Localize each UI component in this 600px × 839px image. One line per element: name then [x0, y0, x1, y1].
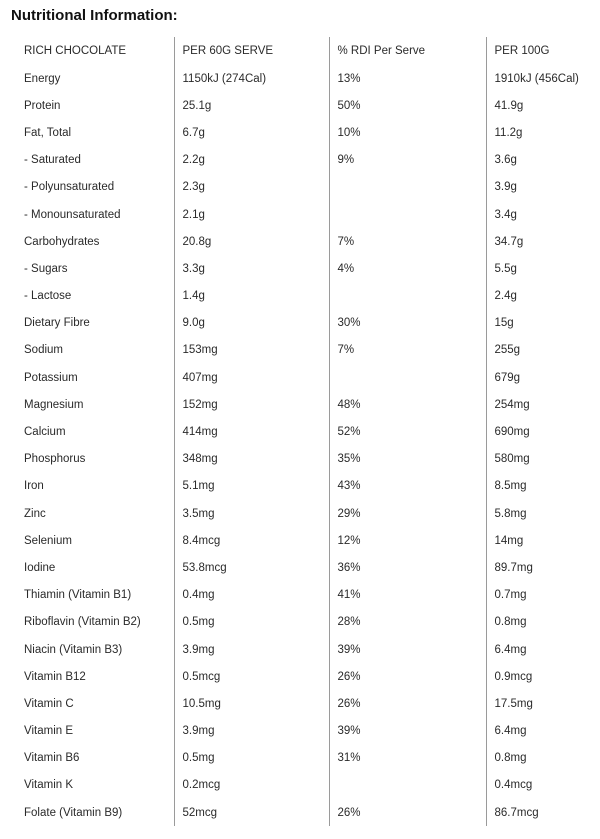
rdi-cell: 36% — [329, 554, 486, 581]
per-serve-cell: 407mg — [174, 364, 329, 391]
nutrient-name-cell: Folate (Vitamin B9) — [24, 806, 123, 819]
nutrient-name-cell: Vitamin B12 — [24, 670, 86, 683]
nutrient-name-cell: Selenium — [24, 534, 72, 547]
per-serve-cell: 3.9mg — [174, 636, 329, 663]
per-100g-cell: 3.9g — [486, 174, 590, 201]
nutrient-name-cell: Vitamin B6 — [24, 752, 80, 765]
table-row — [16, 446, 590, 473]
table-row — [16, 65, 590, 92]
rdi-cell: 7% — [329, 228, 486, 255]
table-row — [16, 527, 590, 554]
per-serve-cell: 2.3g — [174, 174, 329, 201]
per-serve-cell: 414mg — [174, 418, 329, 445]
nutrient-name-cell: - Polyunsaturated — [24, 181, 115, 194]
per-100g-cell: 89.7mg — [486, 554, 590, 581]
per-100g-cell: 690mg — [486, 418, 590, 445]
table-header-row — [16, 37, 590, 65]
per-serve-cell: 0.5mg — [174, 609, 329, 636]
per-100g-cell: 0.9mcg — [486, 663, 590, 690]
rdi-cell: 4% — [329, 255, 486, 282]
table-row — [16, 636, 590, 663]
nutrient-name-cell: Vitamin K — [24, 779, 74, 792]
per-100g-cell: 1910kJ (456Cal) — [486, 65, 590, 92]
rdi-cell — [329, 283, 486, 310]
rdi-cell: 26% — [329, 690, 486, 717]
nutrient-name-cell: Phosphorus — [24, 453, 86, 466]
per-serve-cell: 6.7g — [174, 119, 329, 146]
nutrient-name-cell: - Lactose — [24, 290, 72, 303]
nutrient-name-cell: Dietary Fibre — [24, 317, 90, 330]
per-serve-cell: 1150kJ (274Cal) — [174, 65, 329, 92]
table-row — [16, 500, 590, 527]
rdi-cell: 39% — [329, 636, 486, 663]
per-serve-cell: 0.4mg — [174, 582, 329, 609]
rdi-cell: 52% — [329, 418, 486, 445]
column-header-per-100g: PER 100G — [486, 37, 590, 65]
table-row — [16, 310, 590, 337]
per-serve-cell: 20.8g — [174, 228, 329, 255]
table-row — [16, 418, 590, 445]
per-100g-cell: 3.6g — [486, 147, 590, 174]
table-row — [16, 283, 590, 310]
nutrient-name-cell: Iron — [24, 480, 44, 493]
rdi-cell: 26% — [329, 799, 486, 826]
table-row — [16, 582, 590, 609]
nutrient-name-cell: Potassium — [24, 371, 78, 384]
nutrient-name-cell: Calcium — [24, 426, 66, 439]
table-row — [16, 92, 590, 119]
table-row — [16, 119, 590, 146]
nutrient-name-cell: Zinc — [24, 507, 46, 520]
per-serve-cell: 0.5mcg — [174, 663, 329, 690]
nutrient-name-cell: Riboflavin (Vitamin B2) — [24, 616, 141, 629]
table-row — [16, 337, 590, 364]
table-row — [16, 255, 590, 282]
per-100g-cell: 15g — [486, 310, 590, 337]
table-row — [16, 718, 590, 745]
per-100g-cell: 5.8mg — [486, 500, 590, 527]
section-title: Nutritional Information: — [11, 7, 178, 24]
rdi-cell: 30% — [329, 310, 486, 337]
per-serve-cell: 5.1mg — [174, 473, 329, 500]
rdi-cell — [329, 201, 486, 228]
per-serve-cell: 53.8mcg — [174, 554, 329, 581]
per-100g-cell: 0.4mcg — [486, 772, 590, 799]
rdi-cell — [329, 364, 486, 391]
per-serve-cell: 152mg — [174, 391, 329, 418]
nutrient-name-cell: Carbohydrates — [24, 235, 100, 248]
per-100g-cell: 0.8mg — [486, 745, 590, 772]
table-row — [16, 690, 590, 717]
nutrient-name-cell: - Monounsaturated — [24, 208, 121, 221]
per-serve-cell: 8.4mcg — [174, 527, 329, 554]
per-100g-cell: 0.7mg — [486, 582, 590, 609]
per-serve-cell: 3.3g — [174, 255, 329, 282]
table-row — [16, 201, 590, 228]
nutrition-table — [16, 37, 590, 826]
rdi-cell: 7% — [329, 337, 486, 364]
per-100g-cell: 255g — [486, 337, 590, 364]
table-row — [16, 228, 590, 255]
per-100g-cell: 17.5mg — [486, 690, 590, 717]
rdi-cell — [329, 174, 486, 201]
per-100g-cell: 8.5mg — [486, 473, 590, 500]
table-row — [16, 609, 590, 636]
per-100g-cell: 254mg — [486, 391, 590, 418]
per-serve-cell: 0.2mcg — [174, 772, 329, 799]
column-header-product: RICH CHOCOLATE — [24, 45, 127, 57]
per-100g-cell: 14mg — [486, 527, 590, 554]
rdi-cell: 26% — [329, 663, 486, 690]
nutrient-name-cell: Fat, Total — [24, 126, 72, 139]
per-serve-cell: 348mg — [174, 446, 329, 473]
table-row — [16, 473, 590, 500]
nutrient-name-cell: Energy — [24, 72, 61, 85]
nutrient-name-cell: Vitamin E — [24, 725, 74, 738]
rdi-cell: 10% — [329, 119, 486, 146]
per-serve-cell: 3.5mg — [174, 500, 329, 527]
nutrient-name-cell: Sodium — [24, 344, 63, 357]
rdi-cell: 41% — [329, 582, 486, 609]
per-100g-cell: 3.4g — [486, 201, 590, 228]
per-serve-cell: 52mcg — [174, 799, 329, 826]
rdi-cell: 39% — [329, 718, 486, 745]
per-serve-cell: 2.2g — [174, 147, 329, 174]
per-100g-cell: 34.7g — [486, 228, 590, 255]
nutrient-name-cell: Niacin (Vitamin B3) — [24, 643, 123, 656]
per-100g-cell: 6.4mg — [486, 636, 590, 663]
per-serve-cell: 153mg — [174, 337, 329, 364]
table-row — [16, 174, 590, 201]
per-serve-cell: 0.5mg — [174, 745, 329, 772]
rdi-cell: 35% — [329, 446, 486, 473]
rdi-cell — [329, 772, 486, 799]
per-100g-cell: 5.5g — [486, 255, 590, 282]
nutrient-name-cell: Protein — [24, 99, 61, 112]
rdi-cell: 12% — [329, 527, 486, 554]
rdi-cell: 48% — [329, 391, 486, 418]
nutrient-name-cell: Iodine — [24, 561, 56, 574]
per-100g-cell: 41.9g — [486, 92, 590, 119]
per-100g-cell: 86.7mcg — [486, 799, 590, 826]
per-100g-cell: 580mg — [486, 446, 590, 473]
rdi-cell: 43% — [329, 473, 486, 500]
nutrient-name-cell: - Sugars — [24, 262, 68, 275]
nutrient-name-cell: Magnesium — [24, 398, 84, 411]
rdi-cell: 50% — [329, 92, 486, 119]
column-header-rdi: % RDI Per Serve — [329, 37, 486, 65]
per-serve-cell: 25.1g — [174, 92, 329, 119]
nutrient-name-cell: Thiamin (Vitamin B1) — [24, 589, 132, 602]
rdi-cell: 13% — [329, 65, 486, 92]
rdi-cell: 9% — [329, 147, 486, 174]
per-serve-cell: 9.0g — [174, 310, 329, 337]
rdi-cell: 31% — [329, 745, 486, 772]
per-serve-cell: 10.5mg — [174, 690, 329, 717]
column-header-per-serve: PER 60G SERVE — [174, 37, 329, 65]
table-row — [16, 772, 590, 799]
per-serve-cell: 3.9mg — [174, 718, 329, 745]
table-row — [16, 364, 590, 391]
per-serve-cell: 2.1g — [174, 201, 329, 228]
table-row — [16, 391, 590, 418]
per-100g-cell: 6.4mg — [486, 718, 590, 745]
per-100g-cell: 2.4g — [486, 283, 590, 310]
nutrient-name-cell: - Saturated — [24, 154, 81, 167]
table-row — [16, 745, 590, 772]
table-row — [16, 554, 590, 581]
per-serve-cell: 1.4g — [174, 283, 329, 310]
rdi-cell: 28% — [329, 609, 486, 636]
table-row — [16, 799, 590, 826]
per-100g-cell: 679g — [486, 364, 590, 391]
table-row — [16, 663, 590, 690]
rdi-cell: 29% — [329, 500, 486, 527]
nutrient-name-cell: Vitamin C — [24, 697, 74, 710]
table-row — [16, 147, 590, 174]
per-100g-cell: 0.8mg — [486, 609, 590, 636]
per-100g-cell: 11.2g — [486, 119, 590, 146]
